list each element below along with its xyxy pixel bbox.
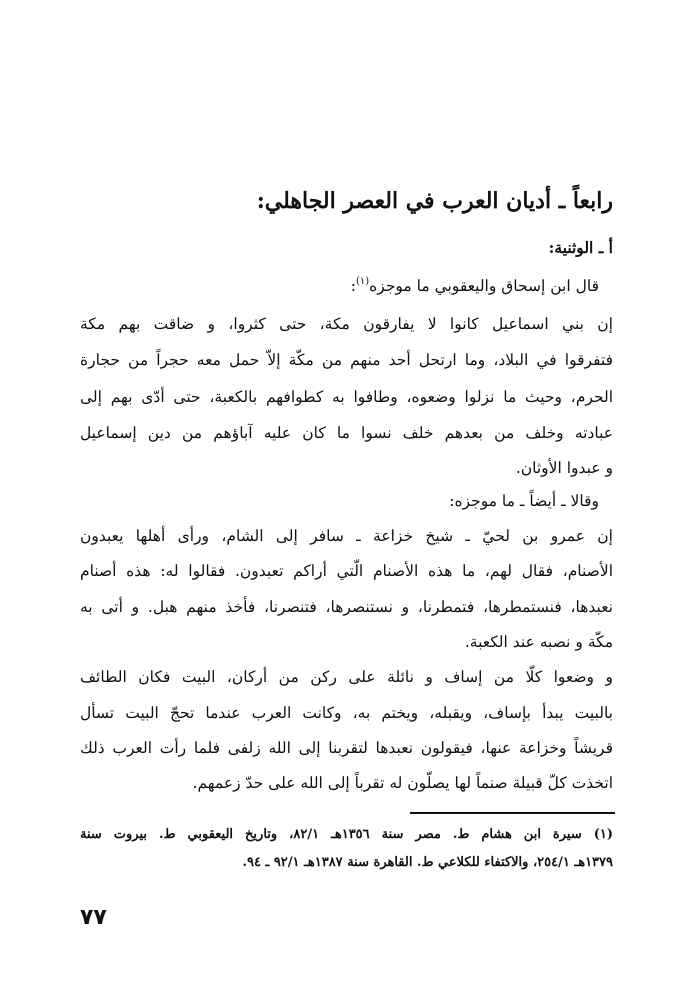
body-line: إن عمرو بن لحيّ ـ شيخ خزاعة ـ سافر إلى الشام، ورأى أهلها يعبدون (80, 527, 613, 545)
body-line: عبادته وخلف من بعدهم خلف نسوا ما كان عليه آباؤهم من دين إسماعيل (80, 424, 613, 442)
body-line: إن بني اسماعيل كانوا لا يفارقون مكة، حتى كثروا، و ضاقت بهم مكة (80, 315, 613, 333)
body-line: مكّة و نصبه عند الكعبة. (464, 633, 613, 651)
page-number: ٧٧ (80, 905, 107, 930)
body-line: وقالا ـ أيضاً ـ ما موجزه: (449, 492, 599, 510)
intro-text: قال ابن إسحاق واليعقوبي ما موجزه (369, 277, 599, 295)
body-line: قريشاً وخزاعة عنها، فيقولون نعبدها لتقربنا إلى الله زلفى فلما رأت العرب ذلك (80, 739, 613, 757)
footnote-line: ١٣٧٩هـ ٢٥٤/١، والاكتفاء للكلاعي ط. القاهرة سنة ١٣٨٧هـ ٩٢/١ ـ ٩٤. (242, 855, 613, 870)
body-line: بالبيت يبدأ بإساف، ويقبله، ويختم به، وكانت العرب عندما تحجّ البيت تسأل (80, 704, 613, 722)
body-line: و وضعوا كلّا من إساف و نائلة على ركن من أركان، البيت فكان الطائف (80, 668, 613, 686)
intro-line (80, 271, 599, 301)
body-line: الحرم، وحيث ما نزلوا وضعوه، وطافوا به كطوافهم بالكعبة، حتى أدّى بهم إلى (80, 388, 613, 406)
footnote-reference: (١) (355, 276, 370, 287)
section-heading: رابعاً ـ أديان العرب في العصر الجاهلي: (256, 188, 613, 214)
body-line: فتفرقوا في البلاد، وما ارتحل أحد منهم من مكّة إلاّ حمل معه حجراً من حجارة (80, 351, 613, 369)
body-line: الأصنام، فقال لهم، ما هذه الأصنام الّتي أراكم تعبدون. فقالوا له: هذه أصنام (80, 562, 613, 580)
subsection-heading: أ ـ الوثنية: (548, 238, 613, 257)
body-line: و عبدوا الأوثان. (515, 459, 613, 477)
footnote-divider (410, 812, 615, 814)
body-line: اتخذت كلّ قبيلة صنماً لها يصلّون له تقرباً إلى الله على حدّ زعمهم. (192, 774, 613, 792)
body-line: نعبدها، فنستمطرها، فتمطرنا، و نستنصرها، فتنصرنا، فأخذ منهم هبل. و أتى به (80, 598, 613, 616)
intro-suffix: : (350, 277, 356, 295)
footnote-line: (١) سيرة ابن هشام ط. مصر سنة ١٣٥٦هـ ٨٢/١، وتاريخ اليعقوبي ط. بيروت سنة (80, 827, 613, 842)
